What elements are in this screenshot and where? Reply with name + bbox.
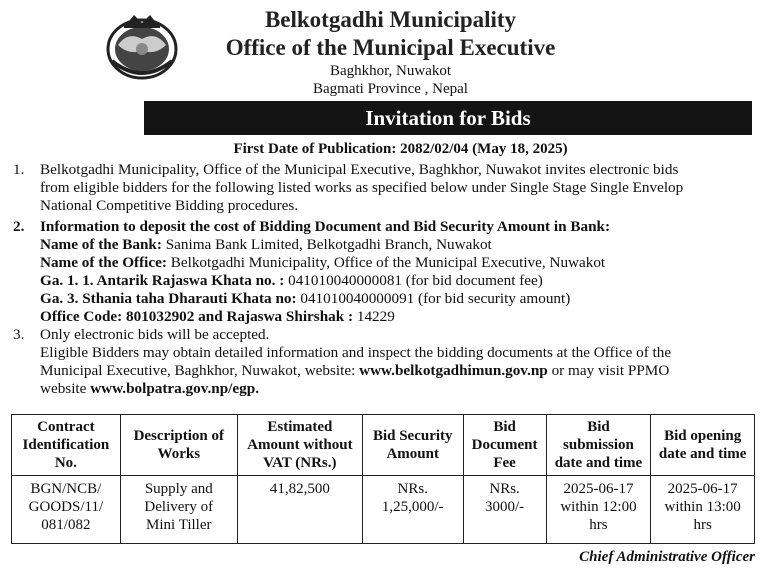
cell-bid-security: NRs. 1,25,000/-	[362, 476, 463, 544]
khata-2-label: Ga. 3. Sthania taha Dharauti Khata no:	[40, 290, 297, 307]
address-line-1: Baghkhor, Nuwakot	[329, 63, 452, 79]
cell-document-fee: NRs. 3000/-	[463, 476, 546, 544]
section-2-number: 2.	[13, 218, 25, 235]
khata-2	[40, 290, 570, 308]
address-line-2: Bagmati Province , Nepal	[313, 81, 468, 97]
cell-opening-date: 2025-06-17 within 13:00 hrs	[651, 476, 755, 544]
publication-date: First Date of Publication: 2082/02/04 (May 18, 2025)	[233, 141, 568, 157]
ppmo-website-link[interactable]: www.bolpatra.gov.np/egp	[90, 380, 256, 397]
office-label: Name of the Office:	[40, 254, 167, 271]
table-header-row	[12, 415, 755, 476]
municipality-name: Belkotgadhi Municipality	[264, 7, 517, 32]
col-estimated-amount: Estimated Amount without VAT (NRs.)	[237, 415, 362, 476]
office-code-value: 14229	[353, 308, 395, 325]
office-name-line	[40, 254, 605, 272]
section-3-text: or may visit PPMO	[547, 362, 670, 379]
section-3-text: Municipal Executive, Baghkhor, Nuwakot, website:	[40, 362, 360, 379]
section-1-number: 1.	[13, 161, 25, 178]
section-3-line	[40, 362, 669, 380]
khata-1	[40, 272, 543, 290]
signatory: Chief Administrative Officer	[579, 549, 755, 565]
cell-estimated-amount: 41,82,500	[237, 476, 362, 544]
bank-value: Sanima Bank Limited, Belkotgadhi Branch, Nuwakot	[161, 236, 492, 253]
col-description: Description of Works	[120, 415, 237, 476]
section-3-line: Only electronic bids will be accepted.	[40, 326, 270, 343]
khata-2-value: 041010040000091 (for bid security amount)	[296, 290, 571, 307]
khata-1-value: 041010040000081 (for bid document fee)	[284, 272, 543, 289]
bank-label: Name of the Bank:	[40, 236, 162, 253]
office-code-label: Office Code: 801032902 and Rajaswa Shirshak :	[40, 308, 354, 325]
section-3-number: 3.	[13, 326, 25, 343]
col-bid-security: Bid Security Amount	[362, 415, 463, 476]
cell-contract-id: BGN/NCB/ GOODS/11/ 081/082	[12, 476, 121, 544]
col-opening-date: Bid opening date and time	[651, 415, 755, 476]
notice-title-banner: Invitation for Bids	[144, 101, 752, 135]
table-row	[12, 476, 755, 544]
bank-name	[40, 236, 492, 254]
cell-submission-date: 2025-06-17 within 12:00 hrs	[546, 476, 651, 544]
section-3-line	[40, 380, 259, 398]
col-contract-id: Contract Identification No.	[12, 415, 121, 476]
cell-description: Supply and Delivery of Mini Tiller	[120, 476, 237, 544]
col-document-fee: Bid Document Fee	[463, 415, 546, 476]
section-1-line: from eligible bidders for the following listed works as specified below under Single Stage Single Envelop	[40, 179, 684, 196]
office-name: Office of the Municipal Executive	[225, 35, 556, 60]
section-1-line: National Competitive Bidding procedures.	[40, 197, 299, 214]
khata-1-label: Ga. 1. 1. Antarik Rajaswa Khata no. :	[40, 272, 285, 289]
section-3-text: website	[40, 380, 91, 397]
section-3-text: .	[255, 380, 259, 397]
section-2-heading: Information to deposit the cost of Bidding Document and Bid Security Amount in Bank:	[40, 218, 611, 235]
office-code	[40, 308, 395, 326]
bid-table	[11, 414, 755, 544]
section-1-line: Belkotgadhi Municipality, Office of the Municipal Executive, Baghkhor, Nuwakot invites electronic bids	[40, 161, 679, 178]
col-submission-date: Bid submission date and time	[546, 415, 651, 476]
municipality-website-link[interactable]: www.belkotgadhimun.gov.np	[359, 362, 548, 379]
office-value: Belkotgadhi Municipality, Office of the Municipal Executive, Nuwakot	[166, 254, 606, 271]
section-3-line: Eligible Bidders may obtain detailed information and inspect the bidding documents at the Office of the	[40, 344, 672, 361]
